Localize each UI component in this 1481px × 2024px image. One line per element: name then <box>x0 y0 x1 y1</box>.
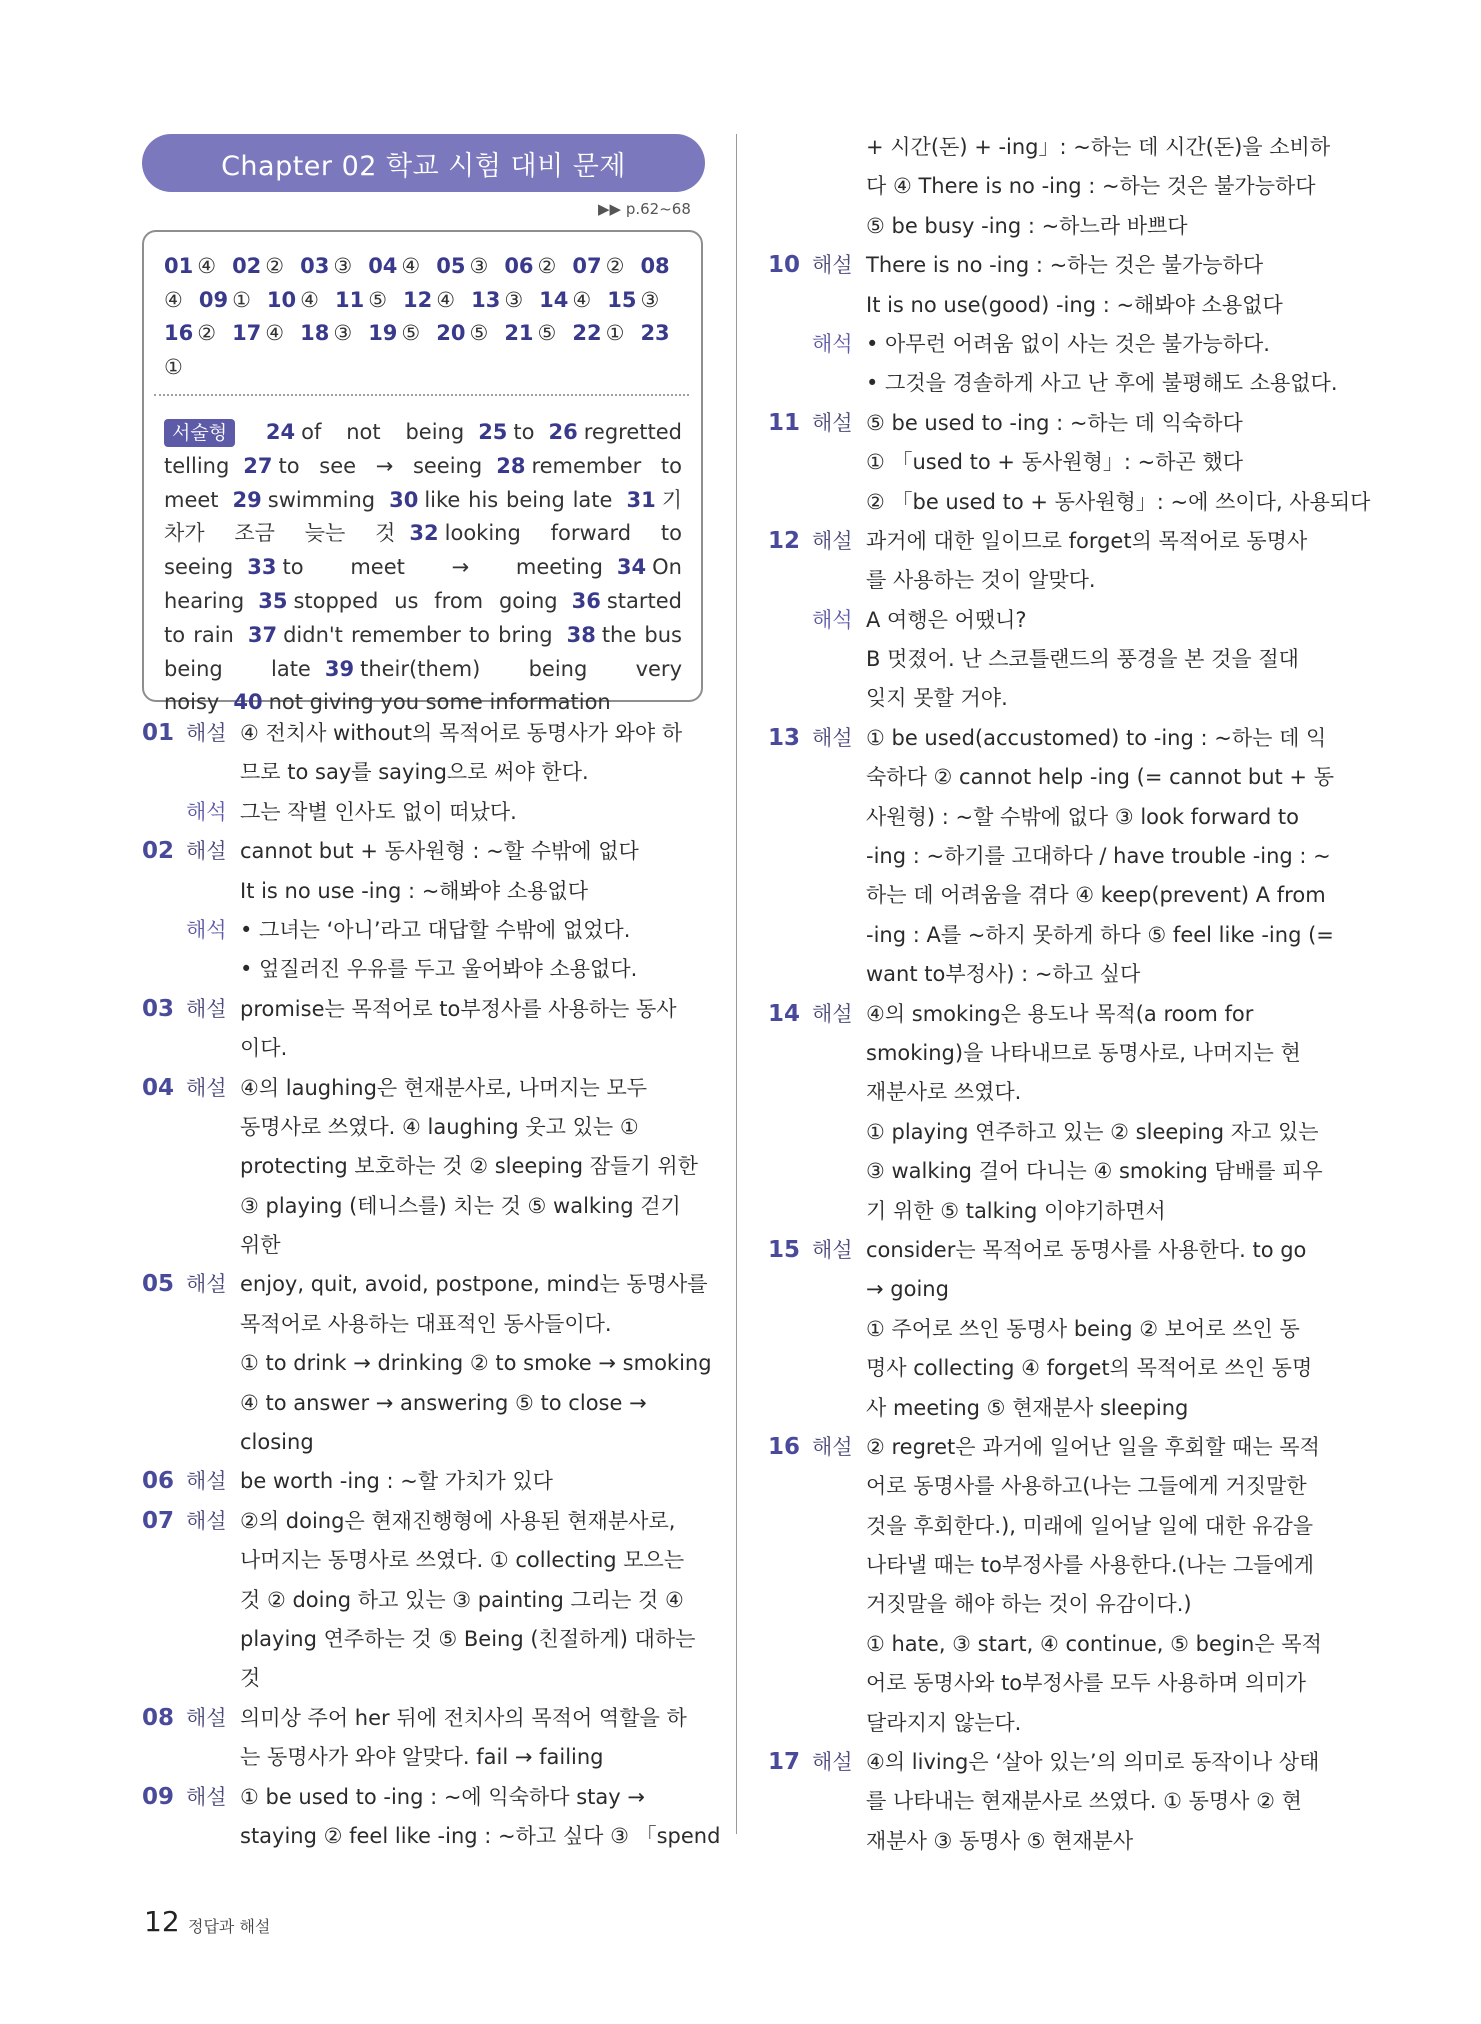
explanation-text: • 엎질러진 우유를 두고 울어봐야 소용없다. <box>240 957 638 982</box>
question-number: 01 <box>142 720 175 746</box>
explanation-text: ④ to answer → answering ⑤ to close → <box>240 1390 647 1415</box>
explanation-text: ① be used(accustomed) to -ing : ~하는 데 익 <box>866 725 1327 750</box>
explanation-text: • 아무런 어려움 없이 사는 것은 불가능하다. <box>866 331 1270 356</box>
right-column-explanations <box>768 128 1371 1861</box>
explanation-line <box>768 916 1334 955</box>
answer-number: 12 <box>403 287 433 312</box>
answer-number: 08 <box>640 254 670 278</box>
answer-choice: ④ <box>265 321 285 345</box>
explanation-text: enjoy, quit, avoid, postpone, mind는 동명사를 <box>240 1272 708 1297</box>
answer-key-grid <box>164 250 682 384</box>
explanation-line <box>142 1108 712 1147</box>
explanation-line <box>142 1699 712 1738</box>
answer-number: 18 <box>300 321 330 345</box>
explanation-text: 이다. <box>240 1036 288 1061</box>
answer-choice: ⑤ <box>469 321 489 345</box>
question-explanation <box>142 832 712 990</box>
question-number: 14 <box>768 1000 801 1027</box>
explanation-text: 것 <box>240 1666 261 1691</box>
written-label-badge: 서술형 <box>164 419 235 447</box>
written-answer-text: On hearing <box>164 555 682 613</box>
explanation-line <box>768 955 1328 994</box>
answer-number: 02 <box>232 254 262 278</box>
explanation-text: consider는 목적어로 동명사를 사용한다. to go <box>866 1237 1307 1262</box>
translation-label: 해석 <box>186 799 227 824</box>
explanation-line <box>768 1704 1328 1743</box>
written-answer-number: 29 <box>232 487 262 512</box>
answer-choice: ② <box>265 254 285 278</box>
explanation-line <box>768 1310 1328 1349</box>
answer-choice: ③ <box>504 287 524 312</box>
explanation-line <box>142 1620 712 1659</box>
explanation-text: 목적어로 사용하는 대표적인 동사들이다. <box>240 1311 612 1336</box>
answer-row <box>164 284 682 318</box>
explanation-line <box>768 325 1328 364</box>
written-answer-text: their(them) being very noisy <box>164 656 682 715</box>
explanation-line <box>142 793 712 832</box>
explanation-line <box>142 714 712 753</box>
written-answer-number: 38 <box>566 622 596 647</box>
explanation-text: ① hate, ③ start, ④ continue, ⑤ begin은 목적 <box>866 1631 1322 1656</box>
question-number: 12 <box>768 527 801 554</box>
explanation-text: 하는 데 어려움을 겪다 ④ keep(prevent) A from <box>866 883 1326 908</box>
explanation-line <box>768 522 1328 561</box>
explanation-label: 해설 <box>186 1784 227 1809</box>
explanation-line <box>142 1187 712 1226</box>
written-answer-number: 37 <box>247 622 278 647</box>
written-answer-text: remember to meet <box>164 453 682 512</box>
answer-number: 11 <box>334 287 365 312</box>
explanation-line <box>768 561 1328 600</box>
explanation-line <box>768 837 1331 876</box>
written-answer-number: 25 <box>478 420 508 444</box>
explanation-text: • 그것을 경솔하게 사고 난 후에 불평해도 소용없다. <box>866 371 1338 396</box>
explanation-text: 재분사 ③ 동명사 ⑤ 현재분사 <box>866 1828 1134 1853</box>
answer-number: 23 <box>640 321 670 345</box>
answer-number: 21 <box>504 321 534 345</box>
page-reference: ▶▶ p.62~68 <box>598 200 691 218</box>
written-answer-text: to <box>513 420 535 444</box>
explanation-text: ⑤ be busy -ing : ~하느라 바쁘다 <box>866 213 1188 238</box>
question-explanation <box>142 714 712 832</box>
written-answer-text: of not being <box>301 420 465 444</box>
explanation-text: • 그녀는 ‘아니’라고 대답할 수밖에 없었다. <box>240 917 631 942</box>
written-answer-text: didn't remember to bring <box>283 622 553 647</box>
explanation-line <box>768 1428 1328 1467</box>
explanation-text: ② regret은 과거에 일어난 일을 후회할 때는 목적 <box>866 1434 1320 1459</box>
answer-choice: ③ <box>333 254 353 278</box>
explanation-line <box>142 1581 712 1620</box>
answer-row <box>164 351 682 385</box>
explanation-text: want to부정사) : ~하고 싶다 <box>866 962 1141 987</box>
explanation-text: 어로 동명사를 사용하고(나는 그들에게 거짓말한 <box>866 1474 1307 1499</box>
explanation-label: 해설 <box>186 1705 227 1730</box>
answer-choice: ① <box>605 321 625 345</box>
answer-choice: ③ <box>469 254 489 278</box>
explanation-text: 명사 collecting ④ forget의 목적어로 쓰인 동명 <box>866 1356 1313 1381</box>
explanation-line <box>768 1231 1328 1270</box>
question-explanation <box>142 1462 712 1501</box>
written-answer-text: 기차가 조금 늦는 것 <box>164 487 682 546</box>
explanation-label: 해설 <box>812 410 853 435</box>
written-answer-number: 36 <box>571 588 601 613</box>
explanation-line <box>142 753 712 792</box>
chapter-title: Chapter 02 학교 시험 대비 문제 <box>221 150 626 182</box>
explanation-text: 를 사용하는 것이 알맞다. <box>866 568 1096 593</box>
answer-row <box>164 250 682 284</box>
answer-number: 09 <box>198 287 229 312</box>
question-number: 03 <box>142 995 175 1022</box>
explanation-line <box>768 719 1328 758</box>
explanation-line <box>768 1507 1328 1546</box>
explanation-label: 해설 <box>186 1272 227 1297</box>
explanation-text: ③ walking 걸어 다니는 ④ smoking 담배를 피우 <box>866 1159 1323 1184</box>
explanation-text: 를 나타내는 현재분사로 쓰였다. ① 동명사 ② 현 <box>866 1789 1302 1814</box>
explanation-line <box>142 990 712 1029</box>
answer-choice: ⑤ <box>401 321 421 345</box>
explanation-text: 잊지 못할 거야. <box>866 686 1008 711</box>
explanation-text: closing <box>240 1430 314 1455</box>
explanation-text: 것 ② doing 하고 있는 ③ painting 그리는 것 ④ <box>240 1587 684 1612</box>
written-answer-number: 39 <box>324 656 355 681</box>
explanation-line <box>142 1029 712 1068</box>
explanation-line <box>768 1192 1328 1231</box>
question-number: 15 <box>768 1236 801 1263</box>
answer-choice: ④ <box>436 287 456 312</box>
explanation-text: 사원형) : ~할 수밖에 없다 ③ look forward to <box>866 804 1299 829</box>
written-answer-number: 26 <box>548 420 578 444</box>
explanation-text: playing 연주하는 것 ⑤ Being (친절하게) 대하는 <box>240 1626 696 1651</box>
explanation-label: 해설 <box>812 1237 853 1262</box>
explanation-line <box>768 1073 1328 1112</box>
column-divider <box>736 134 737 1834</box>
question-number: 16 <box>768 1433 801 1460</box>
explanation-line <box>768 1782 1328 1821</box>
written-answer-text: swimming <box>267 487 376 512</box>
explanation-line <box>142 832 712 871</box>
explanation-line <box>768 1546 1328 1585</box>
question-explanation <box>768 522 1328 719</box>
question-explanation <box>142 1699 712 1778</box>
explanation-text: 나머지는 동명사로 쓰였다. ① collecting 모으는 <box>240 1548 685 1573</box>
explanation-line <box>768 207 1328 246</box>
explanation-text: 달라지지 않는다. <box>866 1710 1022 1735</box>
explanation-text: ③ playing (테니스를) 치는 것 ⑤ walking 걷기 <box>240 1193 681 1218</box>
answer-number: 10 <box>266 287 297 312</box>
answer-number: 22 <box>572 321 602 345</box>
explanation-line <box>768 483 1371 522</box>
written-answer-text: stopped us from going <box>293 588 558 613</box>
explanation-line <box>768 1349 1328 1388</box>
explanation-line <box>768 364 1338 403</box>
explanation-text: promise는 목적어로 to부정사를 사용하는 동사 <box>240 996 677 1021</box>
written-answer-number: 24 <box>265 420 296 444</box>
question-number: 05 <box>142 1271 175 1298</box>
explanation-line <box>142 1738 712 1777</box>
answer-choice: ⑤ <box>368 287 388 312</box>
explanation-text: ⑤ be used to -ing : ~하는 데 익숙하다 <box>866 410 1243 435</box>
explanation-label: 해설 <box>812 253 853 278</box>
question-explanation <box>768 719 1334 995</box>
explanation-text: It is no use(good) -ing : ~해봐야 소용없다 <box>866 292 1283 317</box>
explanation-text: 과거에 대한 일이므로 forget의 목적어로 동명사 <box>866 528 1308 553</box>
explanation-line <box>768 995 1328 1034</box>
explanation-line <box>142 1778 712 1817</box>
question-number: 17 <box>768 1749 801 1776</box>
explanation-text: smoking)을 나타내므로 동명사로, 나머지는 현 <box>866 1040 1301 1065</box>
explanation-line <box>142 950 712 989</box>
question-explanation <box>768 404 1371 522</box>
footer-label: 정답과 해설 <box>188 1917 271 1936</box>
explanation-text: 재분사로 쓰였다. <box>866 1080 1022 1105</box>
answer-number: 16 <box>164 321 194 345</box>
explanation-text: 므로 to say를 saying으로 써야 한다. <box>240 760 589 785</box>
explanation-line <box>768 1270 1328 1309</box>
explanation-line <box>768 758 1334 797</box>
explanation-line <box>142 1541 712 1580</box>
explanation-label: 해설 <box>186 839 227 864</box>
written-answer-text: like his being late <box>424 487 613 512</box>
explanation-label: 해설 <box>186 1075 227 1100</box>
explanation-text: ④의 living은 ‘살아 있는’의 의미로 동작이나 상태 <box>866 1750 1320 1775</box>
explanation-line <box>768 286 1328 325</box>
question-number: 11 <box>768 409 801 436</box>
explanation-line <box>768 1113 1328 1152</box>
explanation-line <box>768 876 1328 915</box>
explanation-text: 나타낼 때는 to부정사를 사용한다.(나는 그들에게 <box>866 1553 1315 1578</box>
chapter-title-banner <box>142 134 705 192</box>
question-number: 07 <box>142 1507 175 1534</box>
answer-number: 15 <box>607 287 637 312</box>
explanation-text: ① playing 연주하고 있는 ② sleeping 자고 있는 <box>866 1119 1319 1144</box>
answer-choice: ③ <box>333 321 353 345</box>
explanation-text: -ing : ~하기를 고대하다 / have trouble -ing : ~ <box>866 844 1331 869</box>
explanation-text: 기 위한 ⑤ talking 이야기하면서 <box>866 1198 1166 1223</box>
explanation-text: staying ② feel like -ing : ~하고 싶다 ③ 「spend <box>240 1823 721 1848</box>
written-answer-text: the bus being late <box>164 622 682 681</box>
explanation-line <box>768 679 1328 718</box>
explanation-text: cannot but + 동사원형 : ~할 수밖에 없다 <box>240 839 639 864</box>
explanation-line <box>768 1467 1328 1506</box>
explanation-text: → going <box>866 1277 949 1302</box>
translation-label: 해석 <box>186 917 227 942</box>
explanation-text: ②의 doing은 현재진행형에 사용된 현재분사로, <box>240 1508 676 1533</box>
question-number: 08 <box>142 1704 175 1731</box>
answer-number: 07 <box>572 254 602 278</box>
answer-number: 19 <box>368 321 398 345</box>
explanation-line <box>768 246 1328 285</box>
answer-key-box <box>142 230 703 715</box>
explanation-line <box>768 1743 1328 1782</box>
explanation-text: 사 meeting ⑤ 현재분사 sleeping <box>866 1395 1189 1420</box>
answer-number: 20 <box>436 321 466 345</box>
answer-choice: ⑤ <box>537 321 557 345</box>
explanation-text: 위한 <box>240 1233 281 1258</box>
explanation-line <box>142 1659 712 1698</box>
explanation-line <box>768 798 1328 837</box>
question-explanation <box>768 995 1328 1231</box>
question-explanation <box>768 1743 1328 1861</box>
written-answer-number: 34 <box>616 555 647 580</box>
answer-choice: ② <box>537 254 557 278</box>
written-answer-number: 32 <box>409 521 439 546</box>
explanation-line <box>142 1462 712 1501</box>
explanation-text: 숙하다 ② cannot help -ing (= cannot but + 동 <box>866 765 1334 790</box>
explanation-line <box>142 1265 712 1304</box>
answer-number: 14 <box>539 287 569 312</box>
explanation-line <box>142 1817 721 1856</box>
question-number: 06 <box>142 1468 175 1495</box>
written-answer-number: 28 <box>496 453 526 478</box>
explanation-line <box>142 911 712 950</box>
answer-number: 03 <box>300 254 330 278</box>
explanation-text: ① 주어로 쓰인 동명사 being ② 보어로 쓰인 동 <box>866 1316 1300 1341</box>
explanation-text: be worth -ing : ~할 가치가 있다 <box>240 1469 553 1494</box>
written-answer-number: 35 <box>258 588 288 613</box>
page-number: 12 <box>144 1905 180 1938</box>
question-explanation <box>142 1265 712 1462</box>
explanation-label: 해설 <box>812 1750 853 1775</box>
written-answer-number: 40 <box>233 690 263 715</box>
explanation-label: 해설 <box>812 725 853 750</box>
explanation-text: ④의 smoking은 용도나 목적(a room for <box>866 1001 1254 1026</box>
explanation-text: It is no use -ing : ~해봐야 소용없다 <box>240 878 588 903</box>
explanation-label: 해설 <box>812 1434 853 1459</box>
left-column-explanations <box>142 714 721 1856</box>
explanation-line <box>768 640 1328 679</box>
divider <box>154 394 689 396</box>
answer-choice: ④ <box>300 287 319 312</box>
written-answers <box>164 416 682 720</box>
question-number: 04 <box>142 1074 175 1101</box>
explanation-text: 것을 후회한다.), 미래에 일어날 일에 대한 유감을 <box>866 1513 1314 1538</box>
answer-choice: ③ <box>640 287 660 312</box>
explanation-line <box>768 1034 1328 1073</box>
written-answer-number: 33 <box>247 555 277 580</box>
explanation-text: 다 ④ There is no -ing : ~하는 것은 불가능하다 <box>866 174 1316 199</box>
question-explanation <box>768 1428 1328 1743</box>
written-answer-text: looking forward to seeing <box>164 521 682 580</box>
question-explanation <box>768 1231 1328 1428</box>
explanation-text: -ing : A를 ~하지 못하게 하다 ⑤ feel like -ing (= <box>866 922 1334 947</box>
written-answer-number: 30 <box>389 487 419 512</box>
explanation-line <box>142 1305 712 1344</box>
explanation-text: 어로 동명사와 to부정사를 모두 사용하며 의미가 <box>866 1671 1306 1696</box>
written-answer-text: not giving you some information <box>268 690 611 715</box>
explanation-label: 해설 <box>186 721 227 745</box>
answer-number: 17 <box>232 321 262 345</box>
answer-choice: ① <box>164 354 183 379</box>
explanation-text: ④의 laughing은 현재분사로, 나머지는 모두 <box>240 1075 648 1100</box>
answer-choice: ② <box>605 254 625 278</box>
explanation-line <box>768 167 1328 206</box>
written-answer-number: 27 <box>243 453 273 478</box>
explanation-text: + 시간(돈) + -ing」: ~하는 데 시간(돈)을 소비하 <box>866 135 1331 159</box>
explanation-label: 해설 <box>186 1469 227 1494</box>
answer-number: 05 <box>436 254 466 278</box>
explanation-label: 해설 <box>812 528 853 553</box>
explanation-line <box>768 404 1328 443</box>
written-answer-text: to meet → meeting <box>282 555 603 580</box>
explanation-text: B 멋졌어. 난 스코틀랜드의 풍경을 본 것을 절대 <box>866 647 1299 672</box>
explanation-line <box>768 601 1328 640</box>
answer-choice: ② <box>197 321 217 345</box>
explanation-label: 해설 <box>812 1001 853 1026</box>
explanation-line <box>142 1502 712 1541</box>
explanation-line <box>768 1625 1328 1664</box>
explanation-text: ② 「be used to + 동사원형」: ~에 쓰이다, 사용되다 <box>866 489 1371 514</box>
written-answer-text: to see → seeing <box>278 453 483 478</box>
explanation-text: 거짓말을 해야 하는 것이 유감이다.) <box>866 1592 1192 1617</box>
answer-row <box>164 317 682 351</box>
question-explanation <box>142 990 712 1069</box>
explanation-line <box>768 1389 1328 1428</box>
answer-number: 06 <box>504 254 534 278</box>
explanation-line <box>142 1226 712 1265</box>
explanation-line <box>768 1822 1328 1861</box>
translation-label: 해석 <box>812 331 853 356</box>
explanation-line <box>142 872 712 911</box>
question-explanation <box>142 1069 712 1266</box>
question-number: 09 <box>142 1783 175 1810</box>
answer-number: 13 <box>471 287 501 312</box>
explanation-text: A 여행은 어땠니? <box>866 607 1027 632</box>
question-number: 02 <box>142 838 175 865</box>
question-explanation <box>142 1502 712 1699</box>
explanation-line <box>768 1585 1328 1624</box>
explanation-line <box>768 128 1331 167</box>
explanation-line <box>142 1423 712 1462</box>
answer-choice: ④ <box>164 287 183 312</box>
written-answer-text: started to rain <box>164 588 682 647</box>
answer-number: 01 <box>164 254 194 278</box>
explanation-line <box>142 1384 712 1423</box>
explanation-text: ④ 전치사 without의 목적어로 동명사가 와야 하 <box>240 721 683 745</box>
explanation-line <box>768 1152 1328 1191</box>
explanation-line <box>768 1664 1328 1703</box>
written-answer-text: regretted telling <box>164 420 682 478</box>
question-number: 10 <box>768 252 801 279</box>
answer-choice: ① <box>232 287 251 312</box>
explanation-text: 동명사로 쓰였다. ④ laughing 웃고 있는 ① <box>240 1114 639 1139</box>
question-number: 13 <box>768 724 801 751</box>
explanation-text: ① 「used to + 동사원형」: ~하곤 했다 <box>866 450 1244 475</box>
answer-choice: ④ <box>572 287 592 312</box>
answer-number: 04 <box>368 254 398 278</box>
explanation-text: protecting 보호하는 것 ② sleeping 잠들기 위한 <box>240 1154 698 1179</box>
answer-choice: ④ <box>197 254 217 278</box>
explanation-text: 그는 작별 인사도 없이 떠났다. <box>240 799 517 824</box>
explanation-text: 는 동명사가 와야 알맞다. fail → failing <box>240 1745 604 1770</box>
translation-label: 해석 <box>812 607 853 632</box>
explanation-text: There is no -ing : ~하는 것은 불가능하다 <box>866 253 1264 278</box>
explanation-text: ① be used to -ing : ~에 익숙하다 stay → <box>240 1784 645 1809</box>
explanation-line <box>142 1147 712 1186</box>
explanation-label: 해설 <box>186 996 227 1021</box>
explanation-text: ① to drink → drinking ② to smoke → smoking <box>240 1351 712 1376</box>
explanation-text: 의미상 주어 her 뒤에 전치사의 목적어 역할을 하 <box>240 1705 687 1730</box>
question-explanation <box>142 1778 721 1857</box>
explanation-label: 해설 <box>186 1508 227 1533</box>
question-explanation <box>768 128 1331 246</box>
written-answer-number: 31 <box>626 487 656 512</box>
answer-choice: ④ <box>401 254 421 278</box>
explanation-line <box>768 443 1328 482</box>
explanation-line <box>142 1069 712 1108</box>
question-explanation <box>768 246 1338 404</box>
explanation-line <box>142 1344 712 1383</box>
